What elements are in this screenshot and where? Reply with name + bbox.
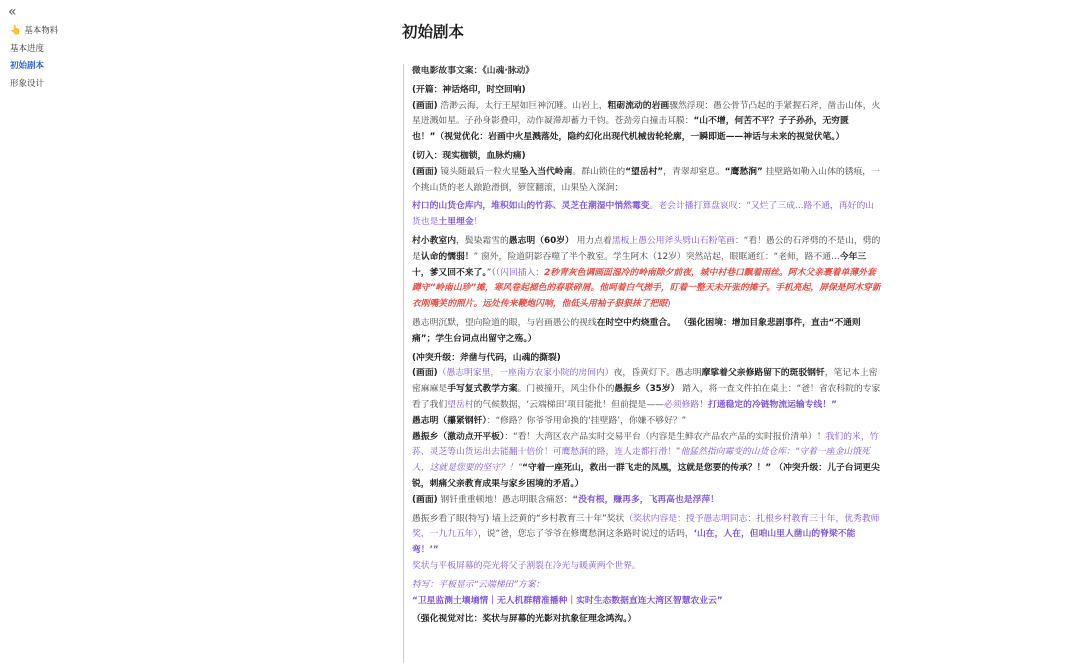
sidebar — [0, 0, 180, 663]
script-document — [403, 64, 881, 663]
paragraph: 愚振乡（激动点开平板）：“看！大湾区农产品实时交易平台（内容是生鲜农产品农产品的实时报价清单）！我们的米，竹荪、灵芝等山货运出去能翻十倍价！可鹰愁涧的路，连人走都打滑！”他猛然指向霉变的山货仓库：“守着一座金山饿死人，这就是您要的坚守？！”“守着一座死山，救出一群飞走的凤凰，这就是您要的传承？！” （冲突升级：儿子台词更尖锐，刺痛父亲教育成果与家乡困境的矛盾。） — [412, 431, 880, 489]
sidebar-item-basic-progress[interactable] — [10, 41, 58, 59]
paragraph: (画面) 浩渺云海，太行王屋如巨神沉睡。山岩上，粗砺流动的岩画骤然浮现：愚公骨节凸起的手紧握石斧，凿击山体，火星迸溅如星。子孙身影叠印，动作凝滞却蓄力千钧。苍劲旁白撞击耳膜：“山不增，何苦不平？子子孙孙，无穷匮也！”（视觉优化：岩画中火星溅落处，隐约幻化出现代机械齿轮轮廓，一瞬即逝——神话与未来的视觉伏笔。） — [412, 100, 881, 143]
sidebar-item-image-design[interactable] — [10, 76, 58, 94]
paragraph: (画面)（愚志明家里，一座南方农家小院的房间内）夜，昏黄灯下。愚志明摩挲着父亲修路留下的斑驳钢钎，笔记本上密密麻麻是手写复式教学方案。门被撞开，风尘仆仆的愚振乡（35岁） 踏入，将一查文件拍在桌上：“爸！省农科院的专家看了我们望岳村的气候数据，‘云端梯田’项目能批！但前提是——必须修路！打通稳定的冷链物流运输专线！” — [412, 368, 881, 410]
paragraph: 村口的山货仓库内，堆积如山的竹荪、灵芝在潮湿中悄然霉变。老会计播打算盘哀叹：“又烂了三成…路不通，再好的山货也是土里埋金！ — [412, 201, 875, 228]
section-heading: (开篇：神话烙印，时空回响) — [412, 84, 526, 95]
doc-heading: 微电影故事文案：《山魂·脉动》 — [412, 66, 535, 76]
paragraph: 特写：平板显示“云端梯田”方案： — [412, 579, 545, 590]
pointing-hand-icon: 👆 — [10, 26, 22, 36]
sidebar-nav — [10, 23, 58, 93]
paragraph: 愚志明沉默，望向险道的眼，与岩画愚公的视线在时空中灼烧重合。 （强化困境：增加目象悲剧事件，直击“不通则痛”；学生台词点出留守之殇。） — [412, 317, 861, 344]
sidebar-item-label: 初始剧本 — [10, 61, 45, 71]
sidebar-item-label: 形象设计 — [10, 78, 45, 89]
paragraph: 愚振乡看了眼(特写) 墙上泛黄的“乡村教育三十年”奖状（奖状内容是：授予愚志明同志：扎根乡村教育三十年，优秀教师奖，一九九五年），说“爸，您忘了爷爷在修鹰愁涧这条路时说过的话吗，‘山在，人在，但咱山里人凿山的脊梁不能弯！’” — [412, 513, 880, 556]
paragraph: 村小教室内，鬓染霜雪的愚志明（60岁） 用力点着黑板上愚公用斧头劈山石粉笔画：“看！愚公的石斧劈的不是山，劈的是认命的懦弱！” 窗外，险道阴影吞噬了半个教室。学生阿木（12岁）突然站起，眼眶通红：“老师，路不通…今年三十，爹又回不来了。”（（闪回插入：2秒青灰色调画面湿冷的岭南除夕前夜，城中村巷口飘着雨丝。阿木父亲裹着单薄外套蹲守“岭南山珍”摊，寒风卷起褪色的春联碎屑。他呵着白气搓手，盯着一整天未开张的摊子。手机亮起，屏保是阿木穿新衣刚嘴笑的照片。远处传来鞭炮闪响，他低头用袖子狠狠抹了把眼) — [412, 235, 881, 310]
page-title: 初始剧本 — [402, 23, 465, 41]
paragraph: 奖状与平板屏幕的亮光将父子割裂在冷光与暖黄两个世界。 — [412, 560, 641, 571]
paragraph: 愚志明（攥紧钢钎）：“修路？你爷爷用命换的‘挂壁路’，你嫌不够好？” — [412, 415, 687, 426]
section-heading: (冲突升级：斧凿与代码，山魂的撕裂) — [412, 352, 561, 363]
collapse-sidebar-icon[interactable]: « — [8, 4, 17, 20]
section-heading: (切入：现实枷锁，血脉灼痛) — [412, 150, 526, 161]
sidebar-item-basic-materials[interactable] — [10, 23, 58, 41]
sidebar-item-initial-script[interactable] — [10, 58, 58, 76]
paragraph: (画面) 钢钎重重顿地！愚志明眼含痛怒：“没有根，赚再多，飞再高也是浮萍！ — [412, 494, 719, 505]
sidebar-item-label: 基本进度 — [10, 43, 45, 54]
sidebar-item-label: 基本物料 — [24, 26, 59, 36]
paragraph: (画面) 镜头随最后一粒火星坠入当代岭南。群山锁住的“望岳村”，青翠却窒息。“鹰愁涧” 挂壁路如勒入山体的锈痕，一个挑山货的老人踉跄滑倒，箩筐翻滚，山果坠入深涧； — [412, 166, 880, 193]
paragraph: “卫星监测土壤墒情｜无人机群精准播种｜实时生态数据直连大湾区智慧农业云” — [412, 595, 723, 606]
paragraph: （强化视觉对比：奖状与屏幕的光影对抗象征理念鸿沟。） — [412, 614, 637, 625]
